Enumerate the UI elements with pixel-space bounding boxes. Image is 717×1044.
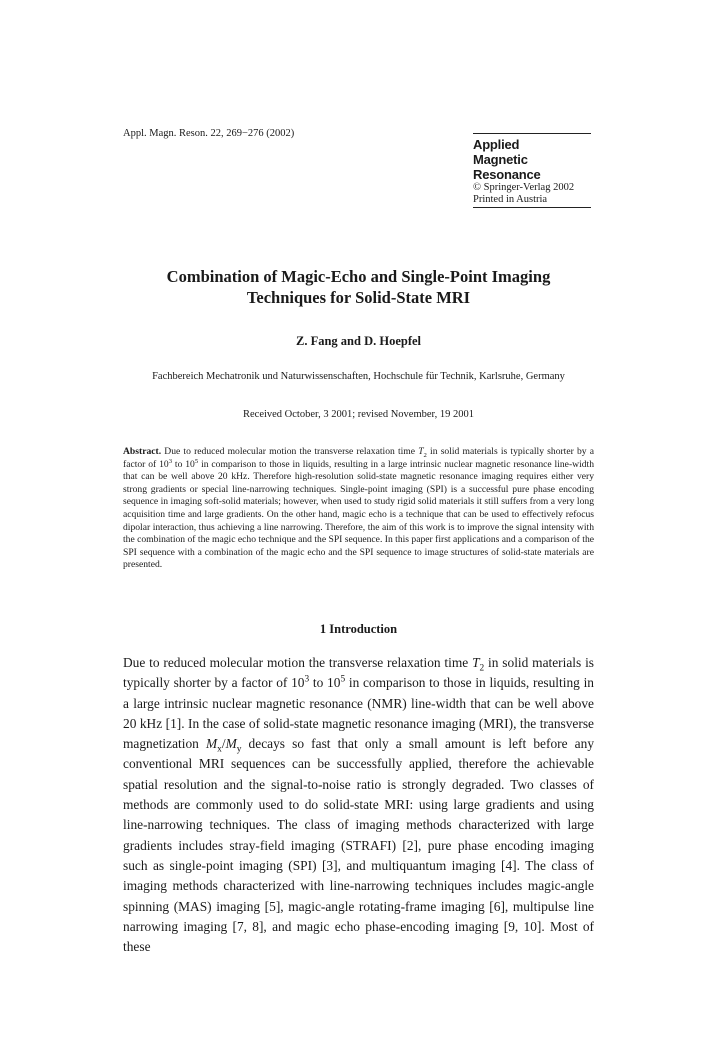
affiliation: Fachbereich Mechatronik und Naturwissenschaften, Hochschule für Technik, Karlsruhe, Germany — [152, 371, 565, 382]
t2-subscript: 2 — [479, 663, 485, 674]
body-text: decays so fast that only a small amount is left before any conventional MRI sequences can be successfully applied, therefore the achievable spatial resolution and the signal-to-noise ratio is strongly degraded. Two classes of methods are commonly used to do solid-state MRI: using large gradients and using line-narrowing techniques. The class of imaging methods characterized with large gradients includes stray-field imaging (STRAFI) [2], pure phase encoding imaging such as single-point imaging (SPI) [3], and multiquantum imaging [4]. The class of imaging methods characterized with line-narrowing techniques includes magic-angle spinning (MAS) imaging [5], magic-angle rotating-frame imaging [6], multipulse line narrowing imaging [7, 8], and magic echo phase-encoding imaging [9, 10]. Most of these — [123, 736, 595, 955]
received-dates: Received October, 3 2001; revised November, 19 2001 — [243, 409, 474, 420]
journal-name-line1: Applied — [473, 137, 520, 152]
printed-in: Printed in Austria — [473, 194, 591, 208]
abstract-text: in solid materials is typically shorter by a factor of 10 — [123, 446, 594, 470]
body-text: in comparison to those in liquids, resulting in a large intrinsic nuclear magnetic resonance (NMR) line-width that can be well above 20 kHz [1]. In the case of solid-state magnetic resonance imaging (MRI), the transverse magnetization — [123, 675, 594, 752]
exponent: 5 — [194, 457, 199, 465]
t2-symbol: T — [418, 446, 424, 457]
abstract-text: in comparison to those in liquids, resulting in a large intrinsic nuclear magnetic resonance line-width that can be well above 20 kHz. Therefore high-resolution solid-state magnetic resonance imaging requires either very strong gradients or special line-narrowing techniques. Single-point imaging (SPI) is a successful pure phase encoding sequence in imaging soft-solid materials; however, when used to study rigid solid materials it still suffers from a very long acquisition time and large gradients. On the other hand, magic echo is a technique that can be used to effectively refocus dipolar interaction, thus achieving a line narrowing. Therefore, the aim of this work is to improve the signal intensity with the combination of the magic echo technique and the SPI sequence. In this paper first applications and a comparison of the SPI sequence with a combination of the magic echo and the SPI sequence to image structures of solid-state materials are presented. — [123, 458, 594, 571]
slash: / — [221, 736, 226, 752]
t2-symbol: T — [472, 655, 480, 670]
exponent: 5 — [340, 674, 346, 685]
exponent: 3 — [168, 457, 173, 465]
copyright-notice: © Springer-Verlag 2002 — [473, 182, 575, 193]
abstract — [123, 446, 594, 572]
authors: Z. Fang and D. Hoepfel — [295, 334, 421, 348]
my-symbol: M — [225, 736, 237, 752]
abstract-text: to 10 — [172, 458, 195, 470]
introduction-paragraph — [123, 653, 594, 957]
abstract-text: Due to reduced molecular motion the transverse relaxation time — [161, 446, 419, 457]
journal-masthead — [473, 133, 591, 208]
journal-name-line2: Magnetic Resonance — [473, 152, 541, 182]
my-subscript: y — [236, 744, 242, 755]
paper-title — [120, 266, 597, 308]
mx-symbol: M — [206, 736, 218, 752]
exponent: 3 — [304, 674, 310, 685]
title-line-2: Techniques for Solid-State MRI — [246, 288, 471, 307]
journal-citation: Appl. Magn. Reson. 22, 269−276 (2002) — [123, 128, 295, 139]
body-text: in solid materials is typically shorter by a factor of 10 — [123, 655, 595, 691]
title-line-1: Combination of Magic-Echo and Single-Point Imaging — [166, 267, 551, 286]
t2-subscript: 2 — [423, 451, 427, 459]
section-heading: 1 Introduction — [319, 622, 398, 636]
mx-subscript: x — [217, 744, 222, 755]
body-text: Due to reduced molecular motion the transverse relaxation time — [123, 655, 473, 670]
body-text: to 10 — [309, 675, 341, 691]
abstract-label: Abstract. — [123, 446, 162, 457]
